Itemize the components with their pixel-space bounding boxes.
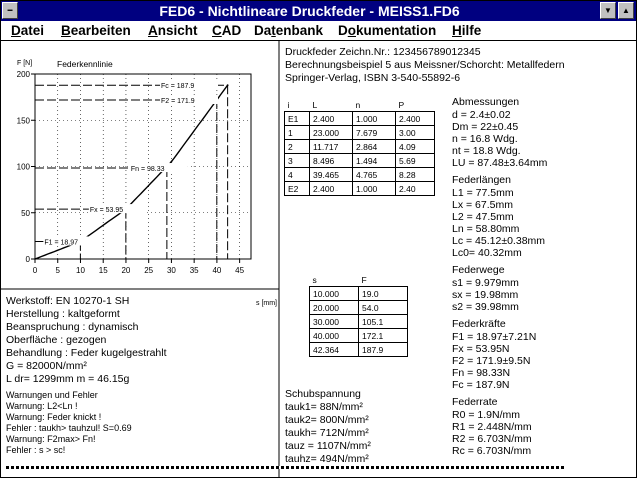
column-header: L xyxy=(312,99,318,110)
wire-length-mass-label: L dr= 1299mm m = 46.15g xyxy=(6,373,130,385)
x-tick-label: 25 xyxy=(144,266,154,275)
status-strip xyxy=(6,466,566,469)
force-marker-label: Fn = 98.33 xyxy=(130,166,165,174)
table-cell: 2.864 xyxy=(353,140,396,154)
column-header: n xyxy=(355,99,361,110)
table-cell: 11.717 xyxy=(310,140,353,154)
spring-travel-title: Federwege xyxy=(452,264,505,276)
force-value: F1 = 18.97±7.21N xyxy=(452,331,537,343)
table-row xyxy=(310,343,408,357)
menu-ansicht[interactable]: Ansicht xyxy=(148,23,198,38)
table-row xyxy=(285,140,435,154)
error-line: Fehler : s > sc! xyxy=(6,445,66,455)
dimension-value: Dm = 22±0.45 xyxy=(452,121,519,133)
table-cell: 187.9 xyxy=(359,343,408,357)
table-cell: 3.00 xyxy=(396,126,435,140)
travel-value: s2 = 39.98mm xyxy=(452,301,519,313)
rate-value: Rc = 6.703N/mm xyxy=(452,445,532,457)
menu-dokumentation[interactable]: Dokumentation xyxy=(338,23,437,38)
table-cell: 2.40 xyxy=(396,182,435,196)
table-cell: 2.400 xyxy=(310,112,353,126)
menu-bearbeiten[interactable]: Bearbeiten xyxy=(61,23,131,38)
warning-line: Warnung: Feder knickt ! xyxy=(6,412,102,422)
table-cell: E2 xyxy=(285,182,310,196)
menu-bar xyxy=(1,21,636,41)
table-row xyxy=(310,315,408,329)
error-line: Fehler : taukh> tauhzul! S=0.69 xyxy=(6,423,132,433)
shear-stress-line: tauhz= 494N/mm² xyxy=(285,453,369,465)
length-value: Lc0= 40.32mm xyxy=(452,247,522,259)
data-point xyxy=(34,258,36,260)
length-value: Ln = 58.80mm xyxy=(452,223,520,235)
minimize-button[interactable]: ▼ xyxy=(600,2,616,19)
table-cell: 2.400 xyxy=(396,112,435,126)
x-tick-label: 40 xyxy=(212,266,222,275)
publisher-line: Springer-Verlag, ISBN 3-540-55892-6 xyxy=(285,72,461,84)
column-header: i xyxy=(287,99,290,110)
table-cell: 172.1 xyxy=(359,329,408,343)
material-label: Werkstoff: EN 10270-1 SH xyxy=(6,295,130,307)
x-tick-label: 30 xyxy=(166,266,176,275)
table-row xyxy=(285,154,435,168)
force-marker-label: Fc = 187.9 xyxy=(161,83,195,91)
y-tick-label: 100 xyxy=(16,162,30,172)
menu-hilfe[interactable]: Hilfe xyxy=(452,23,482,38)
table-cell: 2 xyxy=(285,140,310,154)
x-axis-label: s [mm] xyxy=(256,300,277,307)
shear-modulus-label: G = 82000N/mm² xyxy=(6,360,87,372)
table-cell: 30.000 xyxy=(310,315,359,329)
force-marker-label: Fx = 53.95 xyxy=(89,207,124,215)
column-header: s xyxy=(312,274,317,285)
x-tick-label: 15 xyxy=(98,266,108,275)
travel-value: s1 = 9.979mm xyxy=(452,277,519,289)
rate-value: R0 = 1.9N/mm xyxy=(452,409,520,421)
travel-value: sx = 19.98mm xyxy=(452,289,519,301)
table-cell: 54.0 xyxy=(359,301,408,315)
warning-line: Warnung: F2max> Fn! xyxy=(6,434,96,444)
document-area xyxy=(1,41,636,477)
table-row xyxy=(310,301,408,315)
window-title: FED6 - Nichtlineare Druckfeder - MEISS1.FD6 xyxy=(159,3,460,19)
table-cell: 4 xyxy=(285,168,310,182)
table-row xyxy=(285,168,435,182)
table-cell: 1 xyxy=(285,126,310,140)
manufacturing-label: Herstellung : kaltgeformt xyxy=(6,308,120,320)
dimension-value: n = 16.8 Wdg. xyxy=(452,133,518,145)
y-tick-label: 0 xyxy=(25,255,30,264)
dimension-value: LU = 87.48±3.64mm xyxy=(452,157,548,169)
y-tick-label: 200 xyxy=(16,70,30,79)
menu-datei[interactable]: Datei xyxy=(11,23,45,38)
shear-stress-line: tauk2= 800N/mm² xyxy=(285,414,369,426)
warning-line: Warnung: L2<Ln ! xyxy=(6,401,78,411)
rate-value: R1 = 2.448N/mm xyxy=(452,421,532,433)
table-cell: 8.496 xyxy=(310,154,353,168)
table-cell: 4.765 xyxy=(353,168,396,182)
table-cell: 10.000 xyxy=(310,287,359,301)
force-marker-label: F2 = 171.9 xyxy=(161,97,195,105)
table-cell: 105.1 xyxy=(359,315,408,329)
table-cell: 23.000 xyxy=(310,126,353,140)
table-cell: 4.09 xyxy=(396,140,435,154)
rate-value: R2 = 6.703N/mm xyxy=(452,433,532,445)
table-cell: 2.400 xyxy=(310,182,353,196)
menu-datenbank[interactable]: Datenbank xyxy=(254,23,324,38)
table-cell: 39.465 xyxy=(310,168,353,182)
force-marker-label: F1 = 18.97 xyxy=(44,239,79,247)
force-value: Fc = 187.9N xyxy=(452,379,510,391)
maximize-button[interactable]: ▲ xyxy=(618,2,634,19)
calculation-example: Berechnungsbeispiel 5 aus Meissner/Schorcht: Metallfedern xyxy=(285,59,565,71)
table-row xyxy=(285,182,435,196)
table-cell: 20.000 xyxy=(310,301,359,315)
table-cell: 40.000 xyxy=(310,329,359,343)
table-row xyxy=(310,329,408,343)
menu-cad[interactable]: CAD xyxy=(212,23,242,38)
spring-rate-title: Federrate xyxy=(452,396,498,408)
spring-forces-title: Federkräfte xyxy=(452,318,506,330)
table-row xyxy=(285,126,435,140)
x-tick-label: 5 xyxy=(55,266,60,275)
force-value: F2 = 171.9±9.5N xyxy=(452,355,531,367)
dimensions-title: Abmessungen xyxy=(452,96,520,108)
warnings-title: Warnungen und Fehler xyxy=(6,390,98,400)
table-cell: 42.364 xyxy=(310,343,359,357)
dimension-value: nt = 18.8 Wdg. xyxy=(452,145,521,157)
column-header: P xyxy=(398,99,405,110)
drawing-number: Druckfeder Zeichn.Nr.: 123456789012345 xyxy=(285,46,481,58)
length-value: L1 = 77.5mm xyxy=(452,187,514,199)
length-value: Lc = 45.12±0.38mm xyxy=(452,235,546,247)
x-tick-label: 20 xyxy=(121,266,131,275)
table-cell: 7.679 xyxy=(353,126,396,140)
x-tick-label: 0 xyxy=(32,266,38,275)
shear-stress-line: taukh= 712N/mm² xyxy=(285,427,369,439)
table-cell: 19.0 xyxy=(359,287,408,301)
y-tick-label: 150 xyxy=(16,116,30,126)
title-bar[interactable] xyxy=(1,1,636,21)
shear-stress-line: tauz = 1107N/mm² xyxy=(285,440,371,452)
table-row xyxy=(310,287,408,301)
table-row xyxy=(285,112,435,126)
y-tick-label: 50 xyxy=(21,208,30,218)
spring-lengths-title: Federlängen xyxy=(452,174,511,186)
x-tick-label: 35 xyxy=(189,266,199,275)
treatment-label: Behandlung : Feder kugelgestrahlt xyxy=(6,347,167,359)
table-cell: 3 xyxy=(285,154,310,168)
force-value: Fn = 98.33N xyxy=(452,367,511,379)
table-cell: E1 xyxy=(285,112,310,126)
column-header: F xyxy=(361,274,367,285)
shear-stress-line: tauk1= 88N/mm² xyxy=(285,401,363,413)
y-axis-label: F [N] xyxy=(17,60,33,67)
table-cell: 1.000 xyxy=(353,112,396,126)
load-type-label: Beanspruchung : dynamisch xyxy=(6,321,139,333)
data-point xyxy=(171,161,173,163)
length-value: L2 = 47.5mm xyxy=(452,211,514,223)
table-cell: 1.494 xyxy=(353,154,396,168)
x-tick-label: 10 xyxy=(76,266,85,275)
surface-label: Oberfläche : gezogen xyxy=(6,334,107,346)
force-value: Fx = 53.95N xyxy=(452,343,510,355)
table-cell: 1.000 xyxy=(353,182,396,196)
length-value: Lx = 67.5mm xyxy=(452,199,513,211)
shear-stress-title: Schubspannung xyxy=(285,388,361,400)
table-cell: 5.69 xyxy=(396,154,435,168)
table-cell: 8.28 xyxy=(396,168,435,182)
coil-segments-table xyxy=(284,98,435,196)
system-menu-button[interactable]: ━ xyxy=(2,2,18,19)
force-travel-table xyxy=(309,273,408,357)
chart-title: Federkennlinie xyxy=(57,59,113,69)
x-tick-label: 45 xyxy=(235,266,245,275)
dimension-value: d = 2.4±0.02 xyxy=(452,109,511,121)
